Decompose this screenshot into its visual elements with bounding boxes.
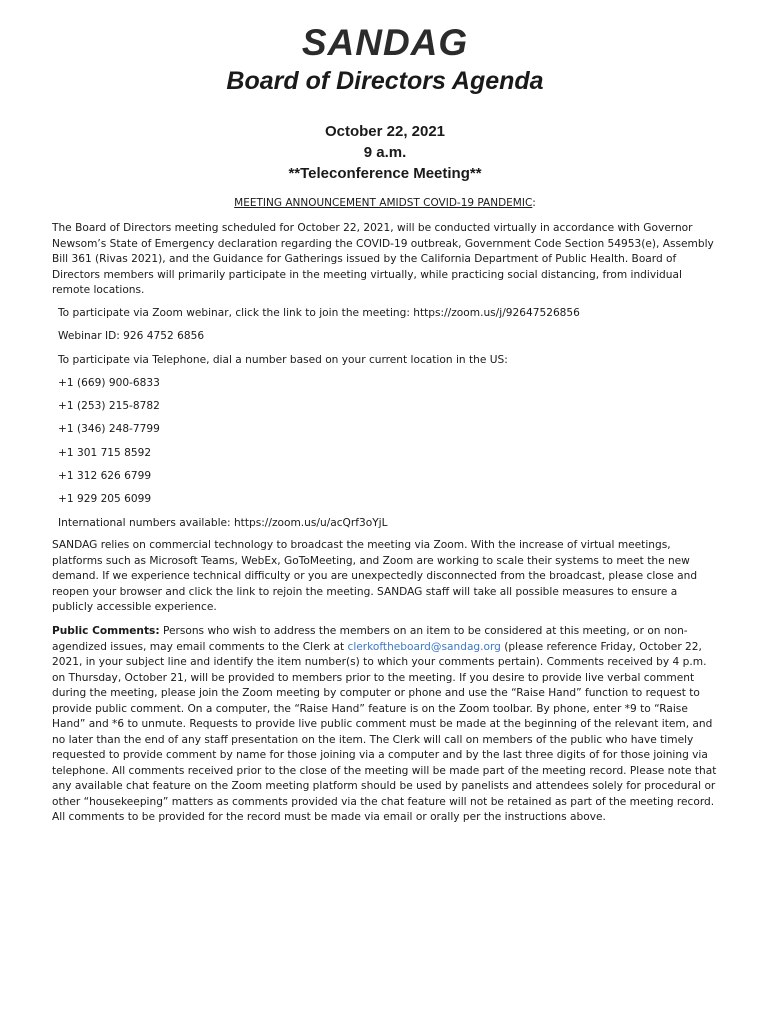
phone-number: +1 929 205 6099 (58, 493, 152, 506)
meeting-info (0, 121, 770, 184)
announcement-heading-text: MEETING ANNOUNCEMENT AMIDST COVID-19 PANDEMIC (234, 197, 533, 209)
public-comments-text-2: (please reference Friday, October 22, 2021, in your subject line and identify the item number(s) to which your comments pertain). Comments received by 4 p.m. on Thursday, October 21, will be provided to members prior to the meeting. If you desire to provide live verbal comment during the meeting, please join the Zoom meeting by computer or phone and use the “Raise Hand” function to request to provide public comment. On a computer, the “Raise Hand” feature is on the Zoom toolbar. By phone, enter *9 to “Raise Hand” and *6 to unmute. Requests to provide live public comment must be made at the beginning of the relevant item, and no later than the end of any staff presentation on the item. The Clerk will call on members of the public who have timely requested to provide comment by name for those joining via a computer and by the last three digits of for those joining via telephone. All comments received prior to the close of the meeting will be made part of the meeting record. Please note that any available chat feature on the Zoom meeting platform should be used by panelists and attendees solely for procedural or other “housekeeping” matters as comments provided via the chat feature will not be retained as part of the meeting record. All comments to be provided for the record must be made via email or orally per the instructions above. (52, 640, 717, 823)
phone-number: +1 301 715 8592 (58, 446, 152, 459)
page-title: Board of Directors Agenda (226, 67, 544, 95)
announcement-heading (0, 197, 770, 209)
announcement-paragraph: The Board of Directors meeting scheduled for October 22, 2021, will be conducted virtually in accordance with Governor Newsom’s State of Emergency declaration regarding the COVID-19 outbreak, Government Code Section 54953(e), Assembly Bill 361 (Rivas 2021), and the Guidance for Gatherings issued by the California Department of Public Health. Board of Directors members will primarily participate in the meeting virtually, while practicing social distancing, from individual remote locations. (52, 222, 714, 296)
webinar-id: Webinar ID: 926 4752 6856 (58, 330, 205, 343)
meeting-type: **Teleconference Meeting** (288, 165, 482, 182)
clerk-email-link[interactable]: clerkoftheboard@sandag.org (347, 640, 501, 653)
announcement-heading-suffix: : (532, 197, 536, 209)
meeting-time: 9 a.m. (363, 144, 407, 161)
phone-number: +1 (253) 215-8782 (58, 400, 160, 413)
zoom-link-line[interactable]: To participate via Zoom webinar, click the link to join the meeting: https://zoom.us/j/92647526856 (58, 307, 580, 319)
technology-paragraph: SANDAG relies on commercial technology to broadcast the meeting via Zoom. With the increase of virtual meetings, platforms such as Microsoft Teams, WebEx, GoToMeeting, and Zoom are working to scale their systems to meet the new demand. If we experience technical difficulty or you are unexpectedly disconnected from the broadcast, please close and reopen your browser and click the link to rejoin the meeting. SANDAG staff will take all possible measures to ensure a publicly accessible experience. (52, 539, 698, 613)
participation-list (58, 306, 580, 539)
public-comments-label: Public Comments: (52, 625, 160, 637)
international-numbers-link[interactable]: International numbers available: https://zoom.us/u/acQrf3oYjL (58, 516, 388, 529)
sandag-logo: SANDAG (301, 22, 469, 63)
phone-intro: To participate via Telephone, dial a number based on your current location in the US: (58, 353, 508, 366)
meeting-date: October 22, 2021 (324, 123, 446, 140)
public-comments-text-1: Persons who wish to address the members on an item to be considered at this meeting, or on non-agendized issues, may email comments to the Clerk at (52, 625, 688, 653)
phone-number: +1 (346) 248-7799 (58, 423, 160, 436)
public-comments-paragraph (52, 624, 720, 826)
phone-number: +1 312 626 6799 (58, 470, 152, 483)
phone-number: +1 (669) 900-6833 (58, 376, 160, 389)
